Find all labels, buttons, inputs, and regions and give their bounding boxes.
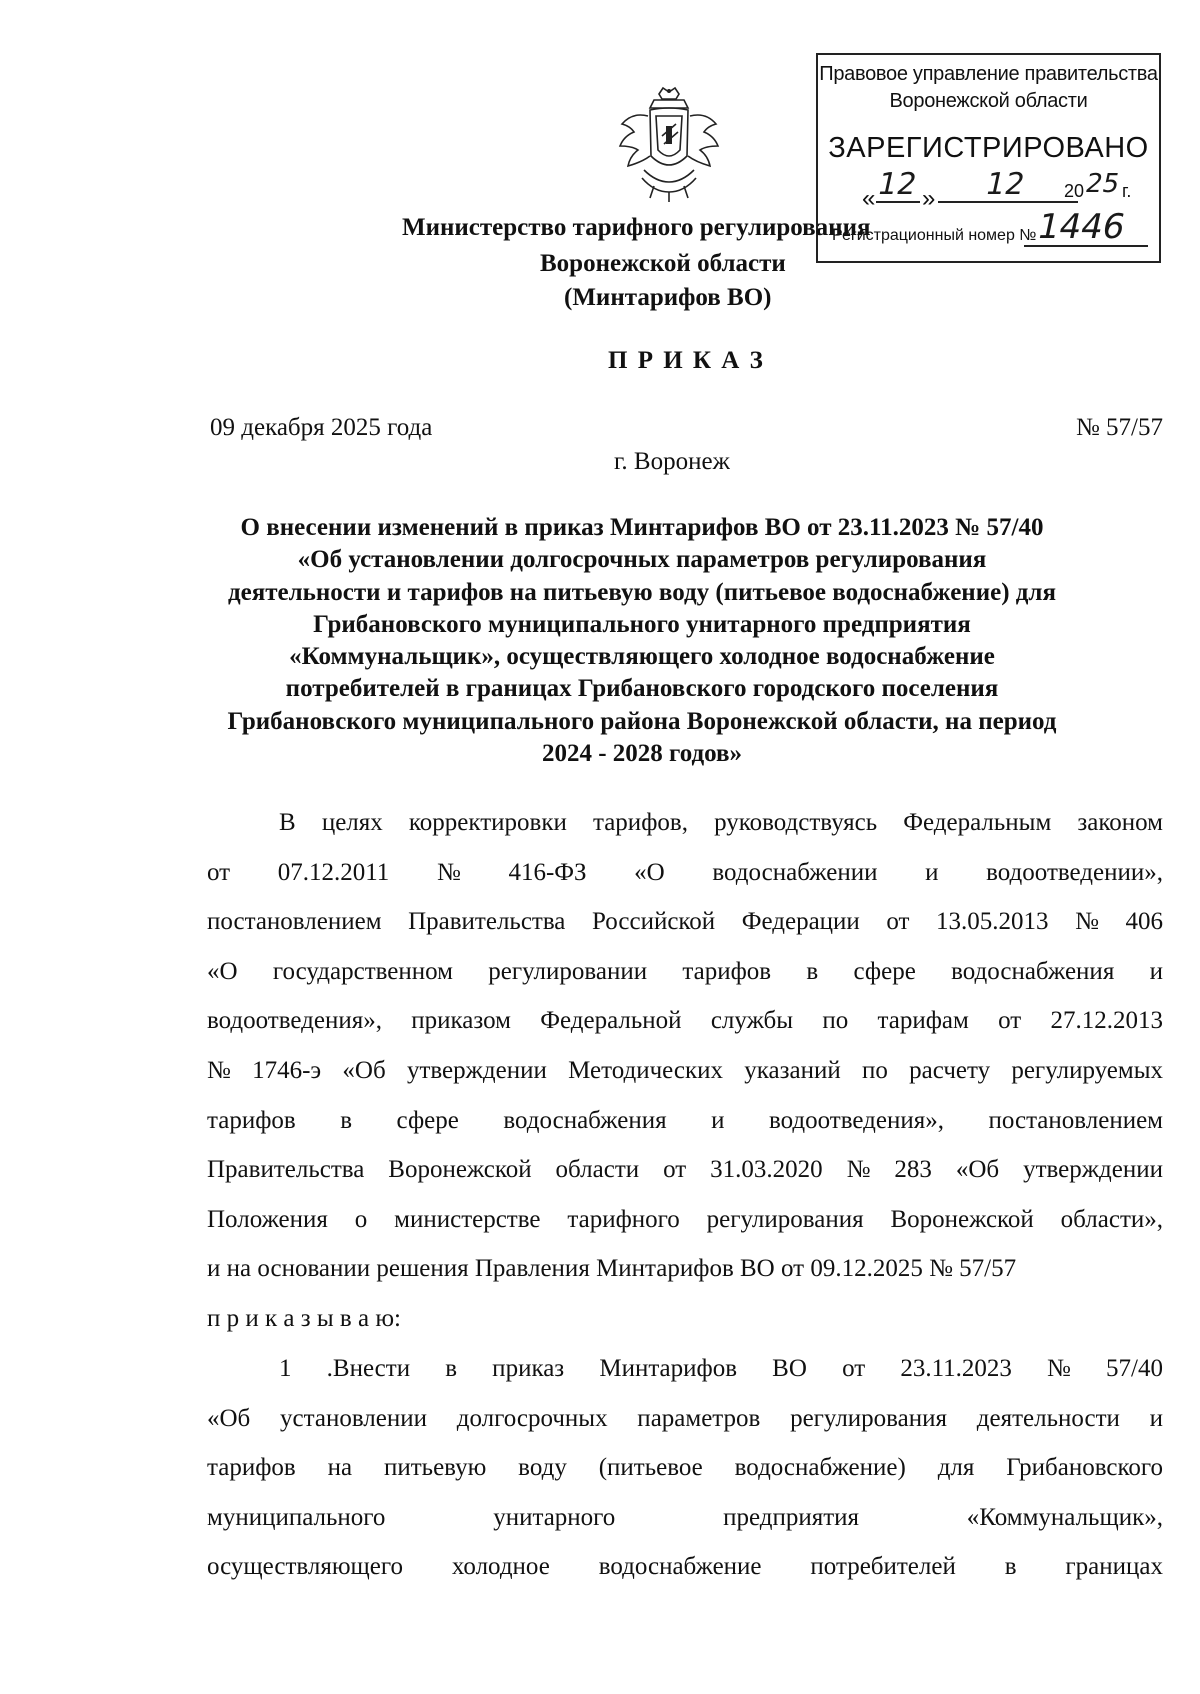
title-line: Грибановского муниципального унитарного предприятия [313, 610, 971, 638]
title-line: 2024 - 2028 годов» [541, 740, 743, 768]
stamp-year-prefix: 20 [1064, 181, 1085, 201]
preamble-line: и на основании решения Правления Минтарифов ВО от 09.12.2025 № 57/57 [207, 1255, 1017, 1283]
order-city: г. Воронеж [614, 448, 730, 475]
stamp-year-letter: г. [1122, 181, 1132, 201]
preamble-line: тарифов в сфере водоснабжения и водоотведения», постановлением [207, 1106, 1163, 1134]
title-line: О внесении изменений в приказ Минтарифов ВО от 23.11.2023 № 57/40 [240, 514, 1044, 541]
order-word: п р и к а з ы в а ю: [207, 1304, 401, 1332]
stamp-registered: ЗАРЕГИСТРИРОВАНО [828, 132, 1149, 164]
document-type: П Р И К А З [608, 347, 765, 374]
stamp-reg-label: Регистрационный номер № [832, 227, 1037, 244]
order-date: 09 декабря 2025 года [210, 414, 433, 441]
order-item-1 [207, 1344, 1163, 1592]
stamp-day: 12 [874, 167, 920, 202]
title-line: потребителей в границах Грибановского городского поселения [285, 675, 999, 703]
preamble-line: № 1746-э «Об утверждении Методических указаний по расчету регулируемых [207, 1056, 1163, 1084]
order-number: № 57/57 [1075, 414, 1163, 441]
stamp-month: 12 [982, 167, 1028, 202]
preamble-line: «О государственном регулировании тарифов в сфере водоснабжения и [207, 957, 1163, 985]
order-title [180, 512, 1104, 770]
title-line: деятельности и тарифов на питьевую воду (питьевое водоснабжение) для [228, 578, 1056, 606]
item-line: 1 .Внести в приказ Минтарифов ВО от 23.11.2023 № 57/40 [279, 1355, 1163, 1382]
item-line: «Об установлении долгосрочных параметров регулирования деятельности и [207, 1404, 1163, 1432]
item-line: муниципального унитарного предприятия «Коммунальщик», [207, 1503, 1163, 1531]
item-line: осуществляющего холодное водоснабжение потребителей в границах [207, 1553, 1163, 1581]
preamble-line: от 07.12.2011 № 416-ФЗ «О водоснабжении и водоотведении», [207, 858, 1163, 886]
coat-of-arms-emblem [614, 86, 724, 204]
ministry-name-line1: Министерство тарифного регулирования [402, 214, 871, 241]
stamp-year-suffix: 25 [1082, 169, 1123, 199]
stamp-line2: Воронежской области [889, 90, 1088, 112]
preamble-line: Положения о министерстве тарифного регулирования Воронежской области», [207, 1205, 1163, 1233]
item-line: тарифов на питьевую воду (питьевое водоснабжение) для Грибановского [207, 1454, 1163, 1482]
preamble-line: В целях корректировки тарифов, руководствуясь Федеральным законом [279, 809, 1163, 836]
stamp-line1: Правовое управление правительства [819, 63, 1158, 85]
title-line: «Об установлении долгосрочных параметров регулирования [297, 546, 987, 574]
preamble-line: водоотведения», приказом Федеральной службы по тарифам от 27.12.2013 [207, 1007, 1163, 1035]
title-line: «Коммунальщик», осуществляющего холодное водоснабжение [289, 643, 995, 671]
preamble-line: постановлением Правительства Российской Федерации от 13.05.2013 № 406 [207, 908, 1163, 936]
ministry-name-line2: Воронежской области [540, 250, 786, 277]
preamble-line: Правительства Воронежской области от 31.03.2020 № 283 «Об утверждении [207, 1156, 1163, 1184]
title-line: Грибановского муниципального района Воронежской области, на период [227, 707, 1057, 735]
ministry-short-name: (Минтарифов ВО) [564, 284, 772, 311]
stamp-reg-number: 1446 [1033, 207, 1129, 247]
preamble-paragraph [207, 798, 1163, 1344]
registration-stamp: Правовое управление правительства Воронежской области ЗАРЕГИСТРИРОВАНО « 12 » 12 20 25 г. Регистрационный номер № 1446 [816, 53, 1161, 263]
